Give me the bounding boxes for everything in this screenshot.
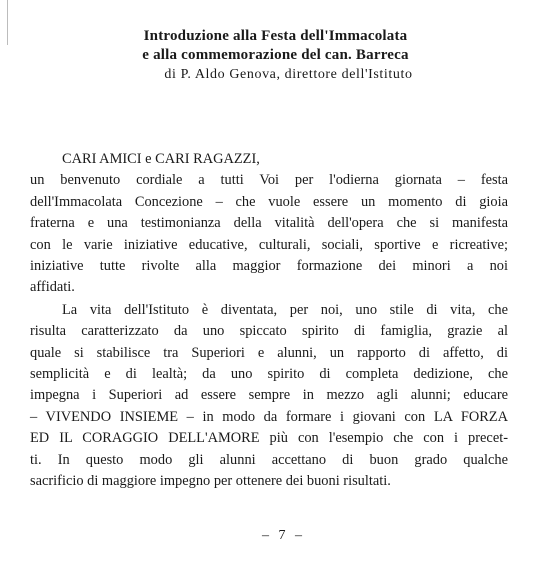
salutation-text: CARI AMICI e CARI RAGAZZI,	[62, 151, 260, 167]
paragraph-1-line: iniziative tutte rivolte alla maggior formazione dei minori a noi	[30, 258, 508, 275]
header	[0, 27, 551, 84]
paragraph-1	[30, 170, 508, 298]
title-line-1: Introduzione alla Festa dell'Immacolata	[143, 28, 408, 44]
paragraph-2-line: sacrificio di maggiore impegno per ottenere dei buoni risultati.	[30, 473, 391, 490]
salutation	[62, 149, 508, 170]
body-text	[30, 149, 508, 493]
paragraph-2-line: – VIVENDO INSIEME – in modo da formare i giovani con LA FORZA	[30, 408, 508, 425]
paragraph-2-line: impegna i Superiori ad essere sempre in mezzo agli alunni; educare	[30, 387, 508, 404]
paragraph-2-line: ED IL CORAGGIO DELL'AMORE più con l'esempio che con i precet-	[30, 430, 508, 447]
paragraph-1-line: fraterna e una testimonianza della vitalità dell'opera che si manifesta	[30, 215, 508, 232]
paragraph-2-line: ti. In questo modo gli alunni accettano di buon grado qualche	[30, 451, 508, 468]
paragraph-1-line: dell'Immacolata Concezione – che vuole essere un momento di gioia	[30, 193, 508, 210]
paragraph-2	[30, 300, 508, 493]
paragraph-2-line: risulta caratterizzato da uno spiccato spirito di famiglia, grazie al	[30, 323, 508, 340]
paragraph-2-line: quale si stabilisce tra Superiori e alunni, un rapporto di affetto, di	[30, 344, 508, 361]
paragraph-1-line: con le varie iniziative educative, culturali, sociali, sportive e ricreative;	[30, 236, 508, 253]
paragraph-1-line: affidati.	[30, 279, 75, 296]
author-line: di P. Aldo Genova, direttore dell'Istituto	[164, 67, 413, 82]
paragraph-1-line: un benvenuto cordiale a tutti Voi per l'odierna giornata – festa	[30, 172, 508, 189]
paragraph-2-line: semplicità e di lealtà; da uno spirito di completa dedizione, che	[30, 366, 508, 383]
paragraph-2-line: La vita dell'Istituto è diventata, per noi, uno stile di vita, che	[62, 301, 508, 318]
title-line-2: e alla commemorazione del can. Barreca	[142, 47, 409, 63]
page-number: – 7 –	[262, 528, 305, 543]
